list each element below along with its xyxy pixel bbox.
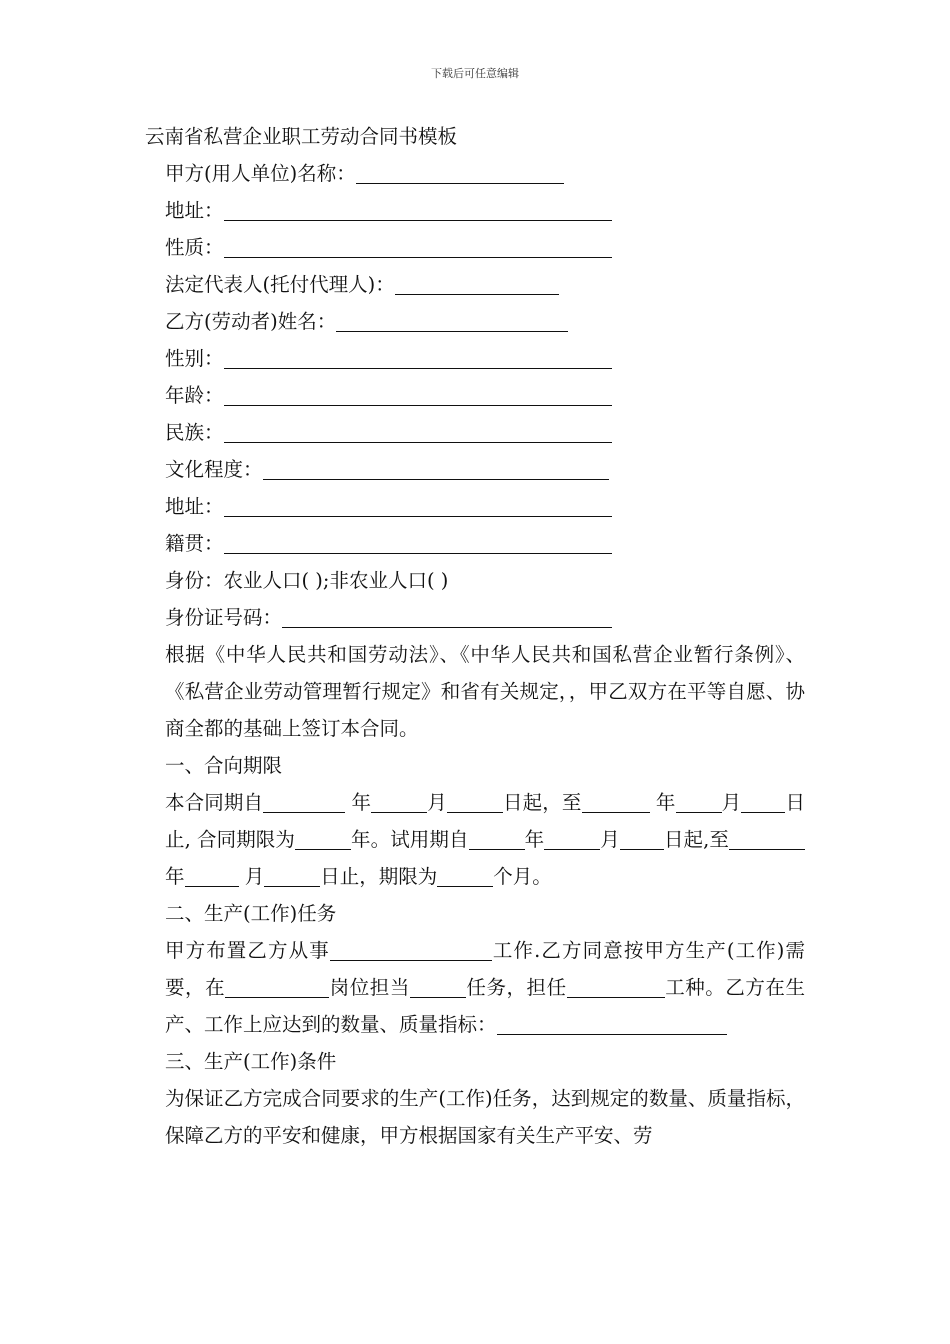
text: 年。试用期自 [350,828,469,851]
text: 月 [244,865,265,888]
text: 任务，担任 [465,976,567,999]
text: 月 [427,791,447,814]
blank-work-type[interactable] [330,936,492,961]
section-task-body [145,932,805,1043]
text: 日止, 合同期限为 [165,791,805,851]
text: 工种。乙方在生产、工作上应达到的数量、质量指标： [165,976,805,1036]
field-ethnicity [145,414,805,451]
blank-nature[interactable] [224,233,612,258]
field-label: 性别： [165,347,224,370]
blank-trial-end-month[interactable] [185,862,239,887]
field-identity [145,562,805,599]
blank-native-place[interactable] [224,529,612,554]
text: 本合同期自 [165,791,264,814]
text: 甲方布置乙方从事 [165,939,330,962]
field-age [145,377,805,414]
header-note: 下载后可任意编辑 [431,67,519,80]
blank-task[interactable] [410,973,466,998]
field-label: 地址： [165,495,224,518]
field-label: 甲方(用人单位)名称： [165,162,356,185]
blank-gender[interactable] [224,344,612,369]
blank-id-number[interactable] [282,603,612,628]
blank-party-a-name[interactable] [356,159,564,184]
section-heading-term: 一、合向期限 [165,754,283,777]
blank-trial-end-day[interactable] [264,862,320,887]
blank-trial-end-year[interactable] [729,825,805,850]
blank-ethnicity[interactable] [224,418,612,443]
blank-age[interactable] [224,381,612,406]
section-heading-conditions: 三、生产(工作)条件 [165,1050,337,1073]
text: 工作.乙方同意按甲方生产(工作)需要，在 [165,939,805,999]
field-label: 籍贯： [165,532,224,555]
field-education [145,451,805,488]
field-id-number [145,599,805,636]
blank-end-day[interactable] [741,788,785,813]
document-body [145,118,805,1154]
field-native-place [145,525,805,562]
blank-quality-target-cont[interactable] [685,1010,727,1035]
field-party-a-name [145,155,805,192]
blank-start-year[interactable] [263,788,345,813]
document-title: 云南省私营企业职工劳动合同书模板 [145,125,458,148]
blank-quality-target[interactable] [497,1010,685,1035]
text: 月 [600,828,620,851]
blank-education[interactable] [263,455,609,480]
blank-job-category[interactable] [567,973,665,998]
text: 个月。 [493,865,552,888]
intro-paragraph: 根据《中华人民共和国劳动法》、《中华人民共和国私营企业暂行条例》、《私营企业劳动管理暂行规定》和省有关规定，，甲乙双方在平等自愿、协商全都的基础上签订本合同。 [165,643,805,740]
field-label: 乙方(劳动者)姓名： [165,310,337,333]
field-label: 民族： [165,421,224,444]
section-term-body [145,784,805,895]
field-label: 文化程度： [165,458,263,481]
blank-trial-start-year[interactable] [469,825,525,850]
field-label: 地址： [165,199,224,222]
text: 年 [351,791,372,814]
text: 日起,至 [663,828,729,851]
text: 年 [165,865,185,888]
blank-legal-rep[interactable] [395,270,559,295]
blank-trial-start-month[interactable] [544,825,600,850]
field-address-a [145,192,805,229]
blank-party-b-name[interactable] [336,307,568,332]
blank-start-month[interactable] [371,788,427,813]
field-label: 年龄： [165,384,224,407]
text: 岗位担当 [329,976,410,999]
blank-end-year[interactable] [582,788,650,813]
field-party-b-name [145,303,805,340]
text: 年 [655,791,676,814]
blank-post[interactable] [225,973,329,998]
text: 日止，期限为 [320,865,438,888]
section-conditions-body: 为保证乙方完成合同要求的生产(工作)任务，达到规定的数量、质量指标，保障乙方的平安和健康，甲方根据国家有关生产平安、劳 [165,1087,805,1147]
blank-trial-months[interactable] [437,862,493,887]
field-legal-rep [145,266,805,303]
blank-address-b[interactable] [224,492,612,517]
field-gender [145,340,805,377]
blank-term-years[interactable] [295,825,351,850]
blank-end-month[interactable] [676,788,722,813]
blank-trial-start-day[interactable] [620,825,664,850]
text: 月 [721,791,742,814]
section-heading-task: 二、生产(工作)任务 [165,902,337,925]
field-label: 身份证号码： [165,606,283,629]
field-label: 法定代表人(托付代理人)： [165,273,395,296]
text: 日起，至 [502,791,582,814]
field-address-b [145,488,805,525]
text: 年 [524,828,545,851]
field-label: 性质： [165,236,224,259]
blank-address-a[interactable] [224,196,612,221]
blank-start-day[interactable] [447,788,503,813]
field-nature [145,229,805,266]
field-label: 身份：农业人口( );非农业人口( ) [165,569,449,592]
